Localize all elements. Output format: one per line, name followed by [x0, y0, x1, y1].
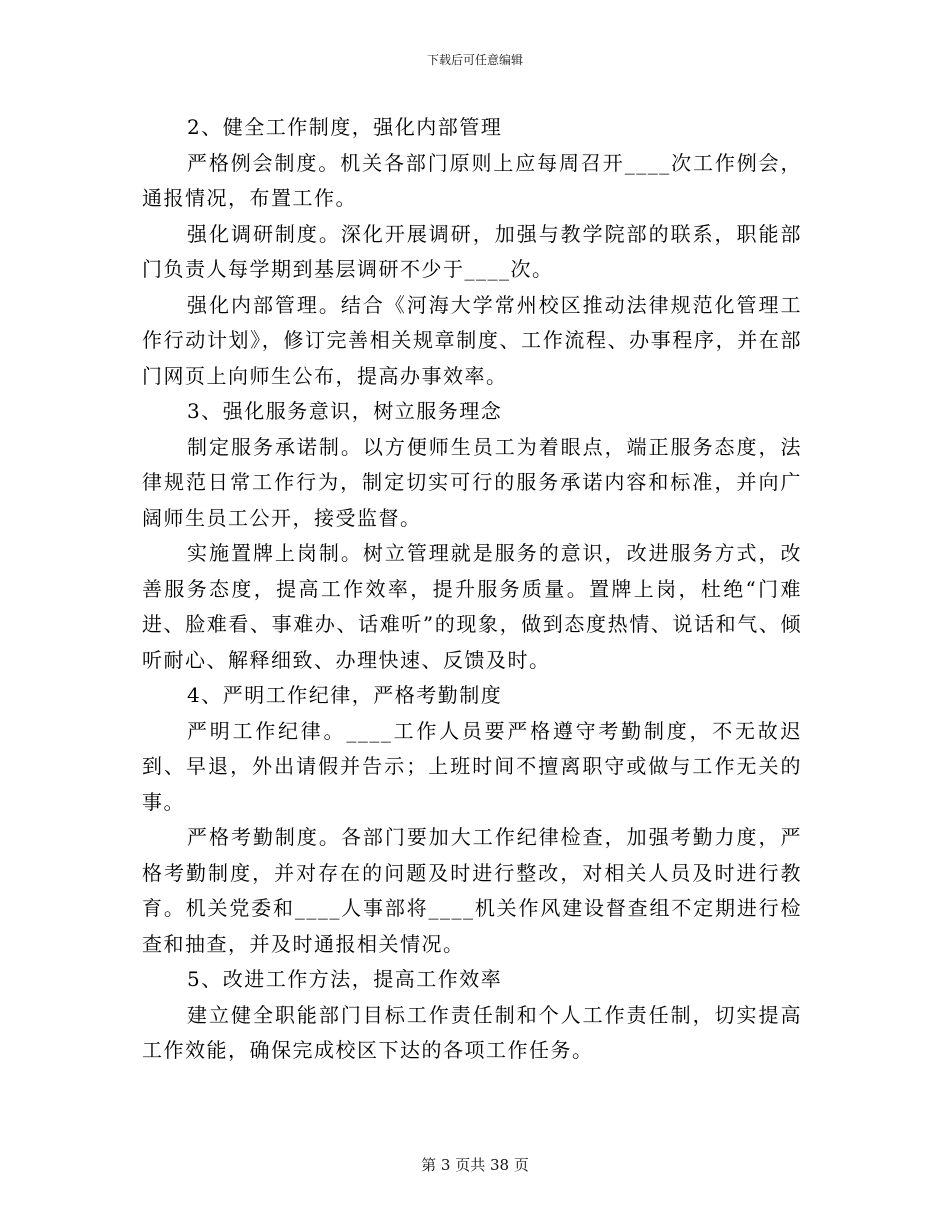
document-body — [142, 110, 802, 1069]
paragraph: 严明工作纪律。____工作人员要严格遵守考勤制度，不无故迟到、早退，外出请假并告示；上班时间不擅离职守或做与工作无关的事。 — [142, 718, 802, 814]
section-heading: 5、改进工作方法，提高工作效率 — [187, 967, 503, 991]
paragraph: 严格例会制度。机关各部门原则上应每周召开____次工作例会，通报情况，布置工作。 — [142, 150, 802, 210]
paragraph: 制定服务承诺制。以方便师生员工为着眼点，端正服务态度，法律规范日常工作行为，制定切实可行的服务承诺内容和标准，并向广阔师生员工公开，接受监督。 — [142, 434, 802, 530]
paragraph: 严格考勤制度。各部门要加大工作纪律检查，加强考勤力度，严格考勤制度，并对存在的问题及时进行整改，对相关人员及时进行教育。机关党委和____人事部将____机关作风建设督查组不定期进行检查和抽查，并及时通报相关情况。 — [142, 825, 802, 956]
page-number-footer: 第 3 页共 38 页 — [421, 1156, 529, 1174]
paragraph: 强化调研制度。深化开展调研，加强与教学院部的联系，职能部门负责人每学期到基层调研不少于____次。 — [142, 221, 802, 281]
section-heading: 4、严明工作纪律，严格考勤制度 — [187, 683, 503, 707]
section-heading: 2、健全工作制度，强化内部管理 — [187, 115, 503, 139]
paragraph: 实施置牌上岗制。树立管理就是服务的意识，改进服务方式，改善服务态度，提高工作效率，提升服务质量。置牌上岗，杜绝“门难进、脸难看、事难办、话难听”的现象，做到态度热情、说话和气、倾听耐心、解释细致、办理快速、反馈及时。 — [142, 541, 802, 672]
page-header: 下载后可任意编辑 — [426, 53, 523, 67]
paragraph: 强化内部管理。结合《河海大学常州校区推动法律规范化管理工作行动计划》，修订完善相关规章制度、工作流程、办事程序，并在部门网页上向师生公布，提高办事效率。 — [142, 292, 802, 388]
paragraph: 建立健全职能部门目标工作责任制和个人工作责任制，切实提高工作效能，确保完成校区下达的各项工作任务。 — [142, 1002, 802, 1062]
section-heading: 3、强化服务意识，树立服务理念 — [187, 399, 503, 423]
